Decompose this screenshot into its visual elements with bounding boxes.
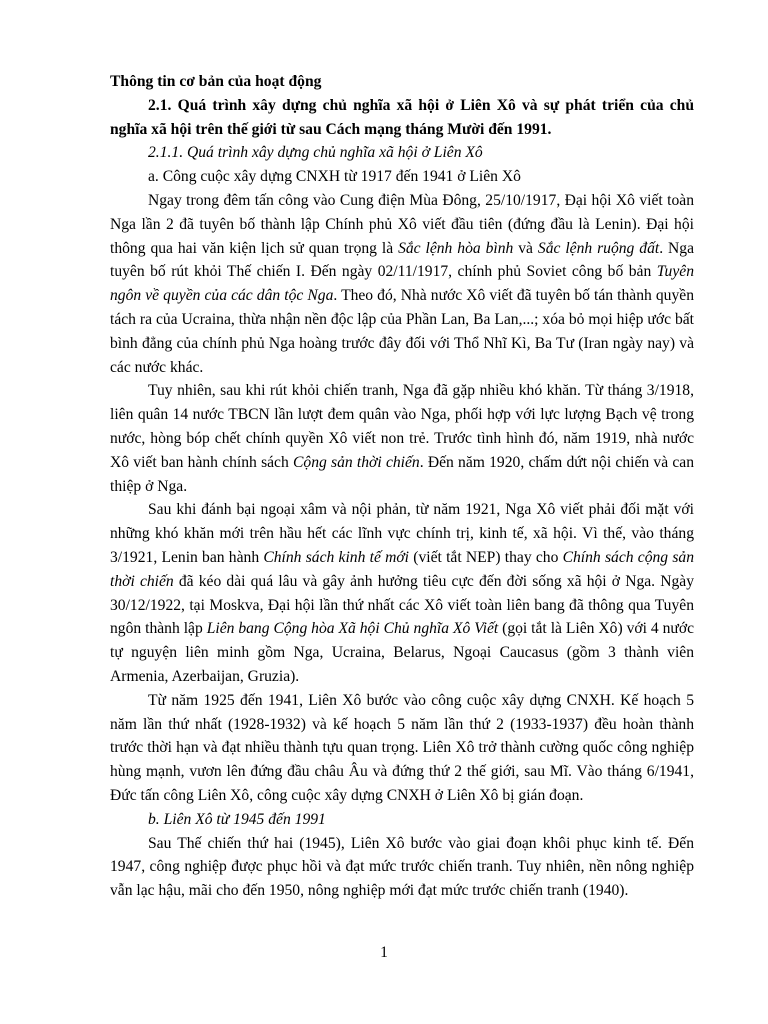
paragraph-1-italic-2: Sắc lệnh ruộng đất bbox=[537, 239, 660, 257]
paragraph-4: Từ năm 1925 đến 1941, Liên Xô bước vào công cuộc xây dựng CNXH. Kế hoạch 5 năm lần thứ nhất (1928-1932) và kế hoạch 5 năm lần thứ 2 (1933-1937) đều hoàn thành trước thời hạn và đạt nhiều thành tựu quan trọng. Liên Xô trở thành cường quốc công nghiệp hùng mạnh, vươn lên đứng đầu châu Âu và đứng thứ 2 thế giới, sau Mĩ. Vào tháng 6/1941, Đức tấn công Liên Xô, công cuộc xây dựng CNXH ở Liên Xô bị gián đoạn. bbox=[110, 691, 694, 804]
paragraph-3-italic-2: Chính sách cộng sản thời chiến bbox=[110, 548, 694, 590]
paragraph-3-text-2: (viết tắt NEP) thay cho bbox=[409, 548, 563, 566]
paragraph-1 bbox=[110, 189, 694, 379]
paragraph-1-italic-1: Sắc lệnh hòa bình bbox=[398, 239, 514, 257]
paragraph-2-text-1: Tuy nhiên, sau khi rút khỏi chiến tranh, Nga đã gặp nhiều khó khăn. Từ tháng 3/1918, liên quân 14 nước TBCN lần lượt đem quân vào Nga, phối hợp với lực lượng Bạch vệ trong nước, hòng bóp chết chính quyền Xô viết non trẻ. Trước tình hình đó, năm 1919, nhà nước Xô viết ban hành chính sách bbox=[110, 382, 694, 471]
heading-2-1: 2.1. Quá trình xây dựng chủ nghĩa xã hội ở Liên Xô và sự phát triển của chủ nghĩa xã hội trên thế giới từ sau Cách mạng tháng Mười đến 1991. bbox=[110, 96, 694, 138]
paragraph-3-text-3: đã kéo dài quá lâu và gây ảnh hưởng tiêu cực đến đời sống xã hội ở Nga. Ngày 30/12/1922, tại Moskva, Đại hội lần thứ nhất các Xô viết toàn liên bang đã thông qua Tuyên ngôn thành lập bbox=[110, 572, 695, 638]
paragraph-2-italic-1: Cộng sản thời chiến bbox=[293, 453, 420, 471]
paragraph-5: Sau Thế chiến thứ hai (1945), Liên Xô bước vào giai đoạn khôi phục kinh tế. Đến 1947, công nghiệp được phục hồi và đạt mức trước chiến tranh. Tuy nhiên, nền nông nghiệp vẫn lạc hậu, mãi cho đến 1950, nông nghiệp mới đạt mức trước chiến tranh (1940). bbox=[110, 834, 694, 900]
section-title: Thông tin cơ bản của hoạt động bbox=[110, 73, 322, 90]
paragraph-1-text-2: và bbox=[513, 239, 538, 257]
paragraph-3-italic-3: Liên bang Cộng hòa Xã hội Chủ nghĩa Xô Viết bbox=[206, 620, 499, 638]
subheading-b: b. Liên Xô từ 1945 đến 1991 bbox=[148, 810, 326, 828]
document-page bbox=[110, 70, 694, 903]
paragraph-1-text-4: . Theo đó, Nhà nước Xô viết đã tuyên bố tán thành quyền tách ra của Ucraina, thừa nhận nền độc lập của Phần Lan, Ba Lan,...; xóa bỏ mọi hiệp ước bất bình đẳng của chính phủ Nga hoàng trước đây đối với Thổ Nhĩ Kì, Ba Tư (Iran ngày nay) và các nước khác. bbox=[110, 287, 694, 376]
paragraph-2 bbox=[110, 379, 694, 498]
paragraph-3 bbox=[110, 498, 694, 688]
subheading-a: a. Công cuộc xây dựng CNXH từ 1917 đến 1941 ở Liên Xô bbox=[148, 168, 521, 186]
paragraph-1-italic-3: Tuyên ngôn về quyền của các dân tộc Nga bbox=[110, 263, 694, 305]
paragraph-2-text-2: . Đến năm 1920, chấm dứt nội chiến và can thiệp ở Nga. bbox=[110, 453, 695, 495]
paragraph-3-text-1: Sau khi đánh bại ngoại xâm và nội phản, từ năm 1921, Nga Xô viết phải đối mặt với những khó khăn mới trên hầu hết các lĩnh vực chính trị, kinh tế, xã hội. Vì thế, vào tháng 3/1921, Lenin ban hành bbox=[110, 501, 694, 566]
paragraph-1-text-3: . Nga tuyên bố rút khỏi Thế chiến I. Đến ngày 02/11/1917, chính phủ Soviet công bố bản bbox=[110, 239, 695, 281]
page-number: 1 bbox=[380, 944, 388, 961]
paragraph-1-text-1: Ngay trong đêm tấn công vào Cung điện Mùa Đông, 25/10/1917, Đại hội Xô viết toàn Nga lần 2 đã tuyên bố thành lập Chính phủ Xô viết đầu tiên (đứng đầu là Lenin). Đại hội thông qua hai văn kiện lịch sử quan trọng là bbox=[110, 191, 694, 257]
paragraph-3-italic-1: Chính sách kinh tế mới bbox=[263, 548, 410, 566]
paragraph-3-text-4: (gọi tắt là Liên Xô) với 4 nước tự nguyện liên minh gồm Nga, Ucraina, Belarus, Ngoại Caucasus (gồm 3 thành viên Armenia, Azerbaijan, Gruzia). bbox=[110, 620, 695, 685]
heading-2-1-1: 2.1.1. Quá trình xây dựng chủ nghĩa xã hội ở Liên Xô bbox=[148, 144, 483, 162]
